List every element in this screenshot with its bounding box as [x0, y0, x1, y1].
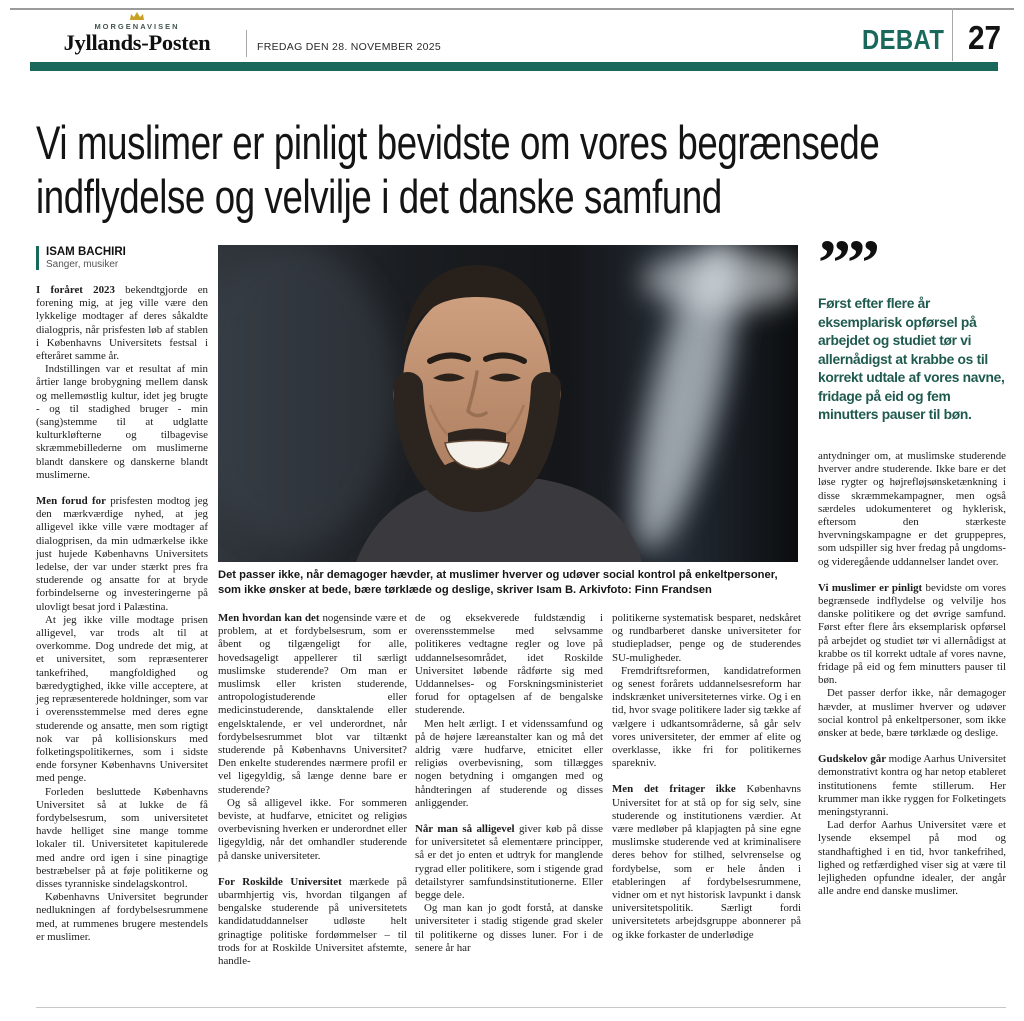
article-column-4: [612, 612, 801, 942]
paragraph-lead: Men det fritager ikke: [612, 783, 747, 796]
paragraph-lead: Gudskelov går: [818, 753, 889, 766]
article-paragraph: For Roskilde Universitet mærkede på ubarmhjertig vis, hvordan tilgangen af bengalske studerende på universitetets kandidatuddannelser udløste helt grinagtige politiske fordømmelser – til trods for at Roskilde Universitet afstemte, handle-: [218, 875, 407, 968]
article-paragraph: Men helt ærligt. I et videnssamfund og på de højere læreanstalter kan og må det aldrig være hudfarve, etnicitet eller religiøs overbevisning, som tillægges nogen betydning i omgangen med og håndteringen af studerende og disses anliggender.: [415, 717, 603, 809]
article-paragraph: Vi muslimer er pinligt bevidste om vores begrænsede indflydelse og velvilje hos danske politikere og det øvrige samfund. Først efter flere års eksemplarisk opførsel på arbejdet og studiet tør vi allernådigst at krabbe os til korrekt udtale af vores navne, fridage på eid og fem minutters pauser til bøn.: [818, 581, 1006, 687]
masthead: [36, 12, 238, 55]
top-rule: [10, 8, 1014, 10]
pull-quote-text: Først efter flere år eksemplarisk opførsel på arbejdet og studiet tør vi allernådigst at krabbe os til korrekt udtale af vores navne, fridage på eid og fem minutters pauser til bøn.: [818, 296, 1005, 422]
article-paragraph: Men det fritager ikke Københavns Universitet for at stå op for sig selv, sine studerende og institutionens værdier. At være medløber på klapjagten på sine egne muslimske studerende ved at kriminalisere deres behov for stilhed, selvrenselse og fordybelse, som er hele ånden i etableringen af fordybelsesrummene, vidner om et nyt historisk lavpunkt i dansk universitetspolitik. Særligt fordi universitetets arbejdsgruppe abonnerer på og ikke forkaster de underlødige: [612, 783, 801, 941]
crown-icon: [129, 12, 145, 21]
headline-line-2: indflydelse og velvilje i det danske samfund: [36, 170, 722, 223]
article-paragraph: Det passer derfor ikke, når demagoger hævder, at muslimer hverver og udøver social kontrol på enkeltpersoner, som ikke ønsker at bede, bære tørklæde og deslige.: [818, 687, 1006, 740]
headline: [36, 116, 1015, 224]
paragraph-lead: Når man så alligevel: [415, 823, 519, 836]
article-paragraph: Forleden besluttede Københavns Universitet så at lukke de få fordybelsesrum, som universitetet havde helliget sine mange tomme lokaler til. Universitetet kapitulerede med andre ord igen i sine pinagtige bestræbelser på at føje politikerne og disses tyranniske sindelagskontrol.: [36, 785, 208, 890]
photo-figure: [218, 245, 798, 562]
masthead-divider: [246, 30, 247, 57]
byline-role: Sanger, musiker: [46, 259, 119, 270]
article-paragraph: Københavns Universitet begrunder nedlukningen af fordybelsesrummene med, at rummenes brugere mestendels er muslimer.: [36, 891, 208, 943]
article-column-3: [415, 612, 603, 955]
article-paragraph: Men hvordan kan det nogensinde være et problem, at et fordybelsesrum, som er åbent og tilgængeligt for alle, hovedsageligt appellerer til særligt muslimske studerende? Om man er muslimsk eller kristen studerende, antropologistuderende eller medicinstuderende, dansktalende eller engelsktalende, er vel underordnet, når fordybelsesrummet blot var tiltænkt studerende på Københavns Universitet? Den enkelte studerendes nærmere profil er vel ligegyldig, så længe denne bare er studerende?: [218, 612, 407, 796]
article-paragraph: Når man så alligevel giver køb på disse for universitetet så elementære principper, så er det jo enten et udtryk for manglende rygrad eller politikere, som i stigende grad detailstyrer samfundsinstitutionerne. Eller begge dele.: [415, 823, 604, 902]
article-paragraph: Men forud for prisfesten modtog jeg den mærkværdige nyhed, at jeg alligevel ikke ville være modtager af dialogprisen, da min udmærkelse ikke just hujede Københavns Universitets ledelse, der var under stærkt pres fra studerende og ansatte for at bryde forbindelserne og investeringerne på ulovligt besat jord i Palæstina.: [36, 495, 208, 613]
paragraph-lead: Men hvordan kan det: [218, 612, 323, 624]
article-paragraph: At jeg ikke ville modtage prisen alligevel, var trods alt til at overkomme. Dog undrede det mig, at et universitet, som repræsenterer tankefrihed, mangfoldighed og bæredygtighed, ikke ville acceptere, at jeg repræsenterede holdninger, som var i overensstemmelse med deres egne studerende og ansatte, men som rigtigt nok var på kollisionskurs med folketingspolitikernes, som i sidste ende forsyner Københavns Universitet med penge.: [36, 613, 208, 785]
article-paragraph: Og man kan jo godt forstå, at danske universiteter i stadig stigende grad skeler til politikerne og disses luner. For i de senere år har: [415, 902, 603, 954]
article-paragraph: Og så alligevel ikke. For sommeren beviste, at hudfarve, etnicitet og religiøs overbevisning hverken er underordnet eller ligegyldig, når det omhandler studerende på danske universiteter.: [218, 796, 407, 862]
article-paragraph: Lad derfor Aarhus Universitet være et lysende eksempel på mod og standhaftighed i en tid, hvor tankefrihed, lighed og retfærdighed viser sig at være til lejligheden opfundne idealer, der angår alle andre end danske muslimer.: [818, 819, 1006, 898]
date-text: FREDAG DEN 28. NOVEMBER 2025: [257, 41, 442, 53]
article-paragraph: antydninger om, at muslimske studerende hverver andre studerende. Ikke bare er det løse rygter og højrefløjsønsketænkning i disse skræmmekampagner, men også særdeles udokumenteret og hyklerisk, eftersom den stærkeste hvervningskampagne er det gruppepres, som udspiller sig hver fredag på ungdoms- og videregående uddannelser landet over.: [818, 450, 1006, 568]
quote-icon: ””: [818, 227, 876, 300]
page-number: 27: [968, 19, 1002, 56]
article-column-2: [218, 612, 407, 968]
portrait-photo: [218, 245, 798, 562]
article-column-5: [818, 450, 1006, 899]
paragraph-lead: Vi muslimer er pinligt: [818, 581, 926, 594]
pull-quote: [818, 227, 1008, 425]
section-label: DEBAT: [862, 24, 945, 55]
article-paragraph: Gudskelov går modige Aarhus Universitet demonstrativt kontra og har netop etableret institutionens femte stillerum. Her krummer man ikke ryggen for Folketingets meningstyranni.: [818, 753, 1006, 819]
section-accent-bar: [30, 62, 998, 71]
article-paragraph: de og eksekverede fuldstændig i overensstemmelse med selvsamme politikeres vedtagne regler og love på uddannelsesområdet, idet Roskilde Universitet løbende rådførte sig med Uddannelses- og Forskningsministeriet forud for optagelsen af de bengalske studerende.: [415, 612, 603, 717]
article-paragraph: Indstillingen var et resultat af min årtier lange brobygning mellem dansk og mellemøstlig kultur, idet jeg brugte - og til stadighed bruger - min (sang)stemme til at udglatte kulturkløfterne og tilbagevise skræmmebillederne om muslimerne blandt danskere og danskerne blandt muslimerne.: [36, 363, 208, 481]
masthead-small: MORGENAVISEN: [94, 22, 180, 31]
paragraph-lead: I foråret 2023: [36, 284, 126, 296]
photo-caption: Det passer ikke, når demagoger hævder, at muslimer hverver og udøver social kontrol på enkeltpersoner, som ikke ønsker at bede, bære tørklæde og deslige, skriver Isam B. Arkivfoto: Finn Frandsen: [218, 569, 778, 597]
article-paragraph: Fremdriftsreformen, kandidatreformen og senest forårets uddannelsesreform har indskrænket universiteternes virke. Og i en tid, hvor svage politikere lader sig tække af vælgere i udkantsområderne, så går selv vores universiteter, der emmer af elite og overklasse, ikke fri for politikernes sparekniv.: [612, 664, 801, 770]
paragraph-lead: For Roskilde Universitet: [218, 875, 350, 888]
article-column-1: [36, 284, 208, 944]
masthead-title: Jyllands-Posten: [63, 30, 211, 55]
header-divider: [952, 8, 953, 61]
bottom-rule: [36, 1007, 1006, 1008]
article-paragraph: I foråret 2023 bekendtgjorde en forening mig, at jeg ville være den lykkelige modtager af deres såkaldte dialogpris, når prisfesten løb af stablen i Københavns Universitets festsal i efteråret samme år.: [36, 284, 208, 363]
headline-line-1: Vi muslimer er pinligt bevidste om vores begrænsede: [36, 116, 880, 169]
byline: [36, 246, 126, 270]
article-paragraph: politikerne systematisk besparet, nedskåret og rundbarberet danske universiteter for studiepladser, penge og de studerendes SU-muligheder.: [612, 612, 801, 664]
byline-name: ISAM BACHIRI: [46, 246, 126, 258]
paragraph-lead: Men forud for: [36, 495, 111, 508]
